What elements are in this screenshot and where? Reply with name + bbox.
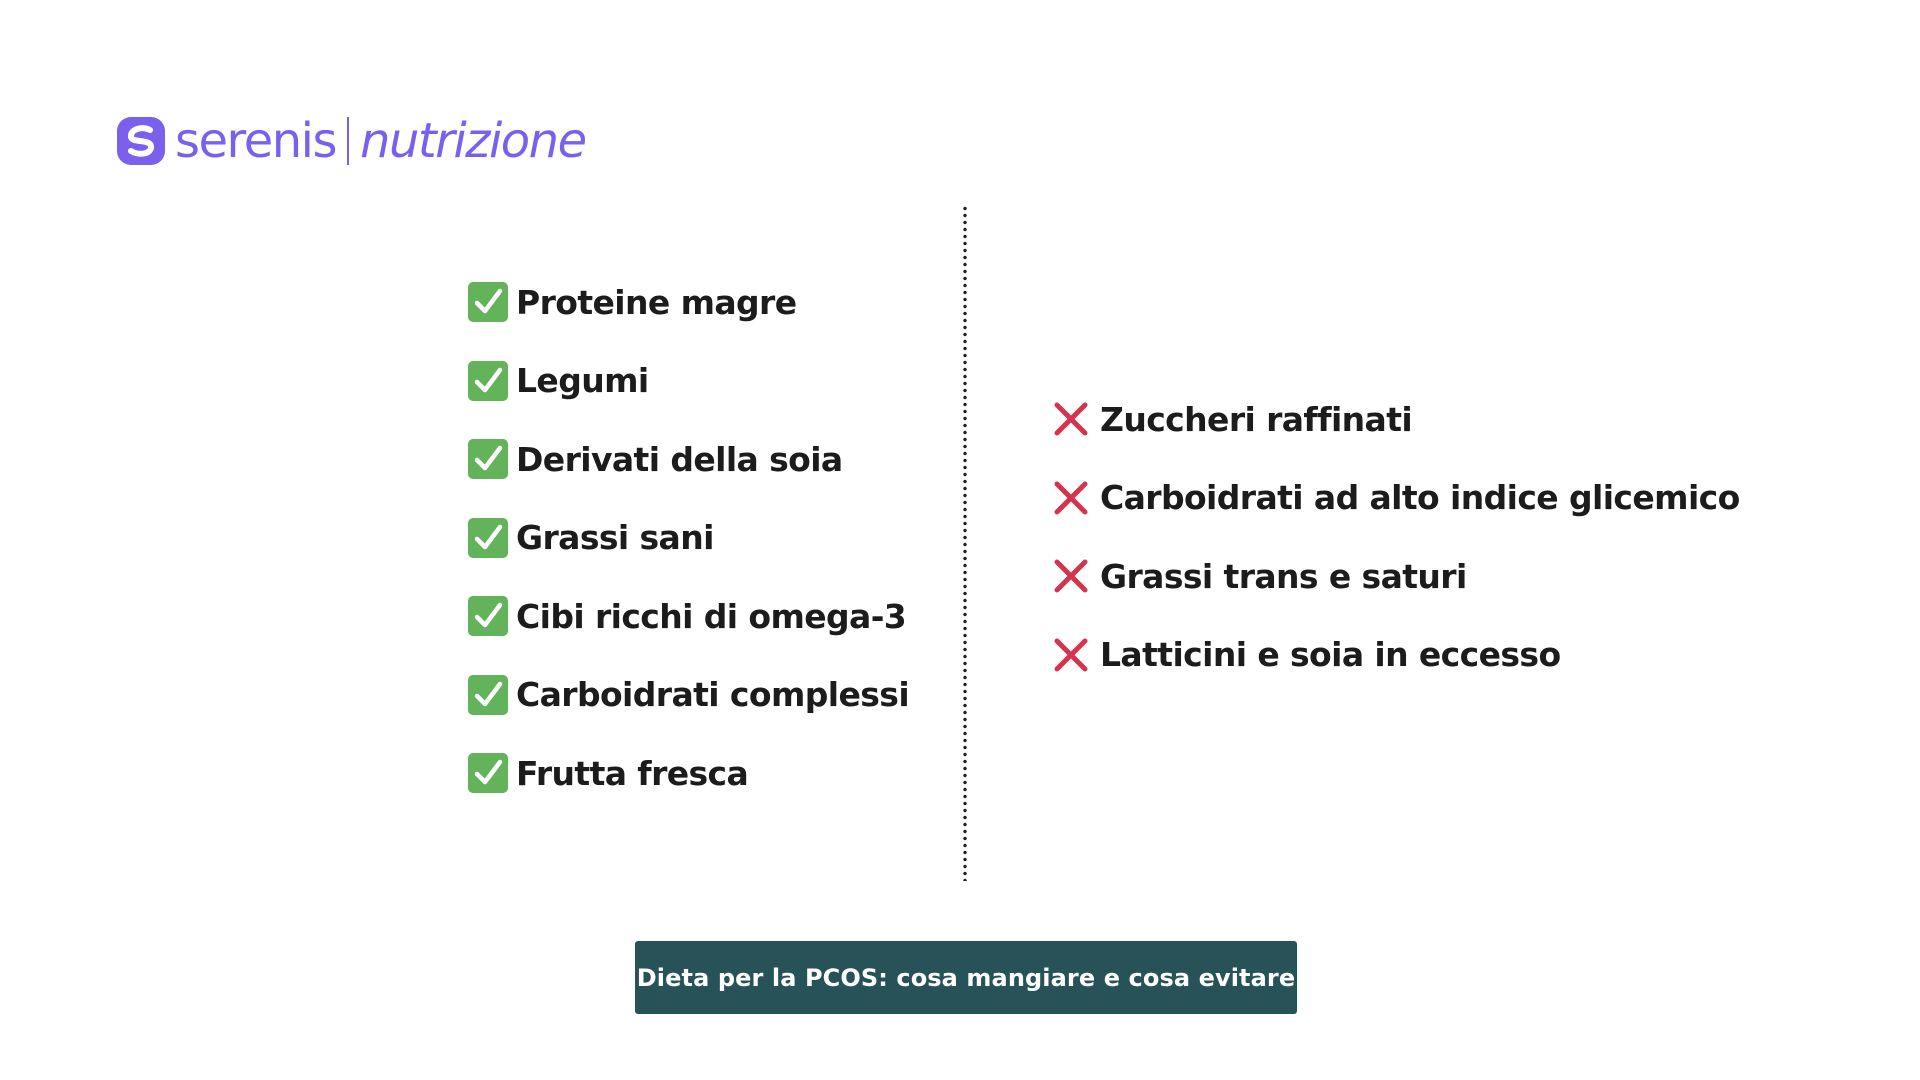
green-check-icon: [468, 675, 508, 715]
avoid-item-label: Latticini e soia in eccesso: [1100, 635, 1561, 674]
red-cross-icon: [1052, 479, 1090, 517]
recommended-item-label: Derivati della soia: [516, 439, 843, 479]
recommended-item-label: Carboidrati complessi: [516, 675, 910, 714]
green-check-icon: [468, 753, 508, 793]
avoid-item-label: Zuccheri raffinati: [1100, 399, 1413, 439]
recommended-item: [468, 361, 909, 401]
serenis-s-logo-icon: [117, 117, 165, 165]
avoid-item: [1052, 635, 1740, 675]
dotted-divider: [963, 205, 967, 881]
logo-brand-text: serenis: [175, 113, 337, 169]
green-check-icon: [468, 361, 508, 401]
green-check-icon: [468, 282, 508, 322]
red-cross-icon: [1052, 400, 1090, 438]
recommended-item-label: Cibi ricchi di omega-3: [516, 596, 907, 636]
red-cross-icon: [1052, 636, 1090, 674]
recommended-foods-list: [468, 282, 909, 793]
recommended-item: [468, 596, 909, 636]
recommended-item: [468, 753, 909, 793]
recommended-item-label: Legumi: [516, 361, 649, 400]
logo-separator: [347, 117, 349, 165]
green-check-icon: [468, 596, 508, 636]
green-check-icon: [468, 518, 508, 558]
avoid-item: [1052, 399, 1740, 439]
caption-banner: [635, 941, 1297, 1014]
recommended-item: [468, 439, 909, 479]
recommended-item-label: Grassi sani: [516, 518, 714, 557]
recommended-item: [468, 675, 909, 715]
recommended-item-label: Frutta fresca: [516, 753, 749, 793]
red-cross-icon: [1052, 557, 1090, 595]
avoid-item-label: Grassi trans e saturi: [1100, 556, 1467, 596]
green-check-icon: [468, 439, 508, 479]
logo-product-text: nutrizione: [360, 113, 586, 169]
avoid-item: [1052, 478, 1740, 518]
recommended-item: [468, 518, 909, 558]
recommended-item: [468, 282, 909, 322]
avoid-foods-list: [1052, 399, 1740, 675]
avoid-item-label: Carboidrati ad alto indice glicemico: [1100, 478, 1740, 517]
avoid-item: [1052, 556, 1740, 596]
recommended-item-label: Proteine magre: [516, 282, 797, 322]
serenis-nutrizione-logo: [117, 112, 586, 170]
caption-text: Dieta per la PCOS: cosa mangiare e cosa evitare: [636, 963, 1296, 992]
